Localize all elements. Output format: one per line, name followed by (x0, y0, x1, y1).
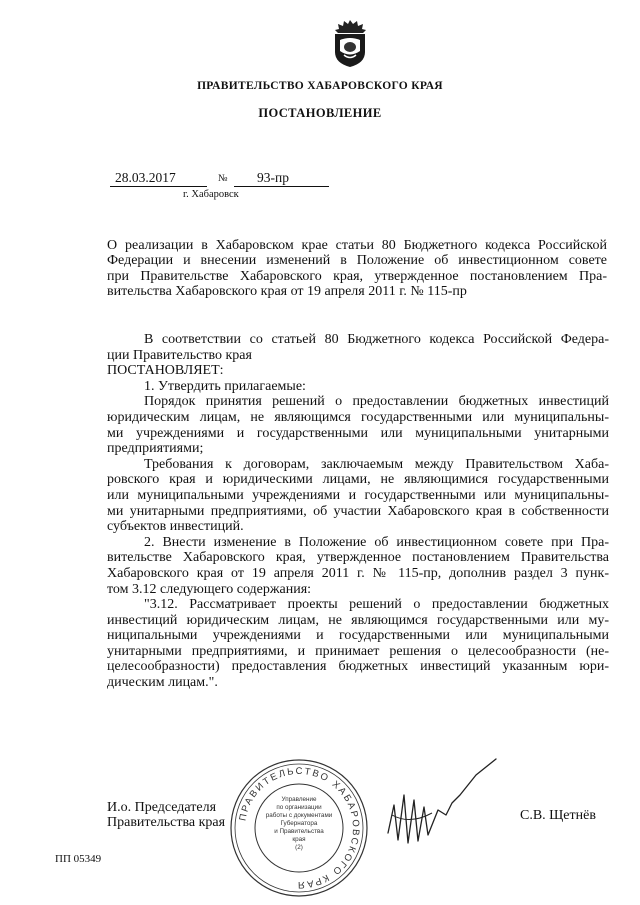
subject-line: О реализации в Хабаровском крае статьи 80 Бюджетного кодекса Российской (107, 238, 607, 253)
seal-center-line: по организации (276, 804, 322, 811)
body-line: ниципальными учреждениями и государственными или муниципальными (107, 628, 609, 644)
body-line: вительстве Хабаровского края, утвержденное постановлением Правительства (107, 550, 609, 566)
coat-of-arms-emblem (330, 18, 370, 68)
body-line: целесообразности) предоставления бюджетных инвестиций указанным юри- (107, 659, 609, 675)
seal-ring-text: ПРАВИТЕЛЬСТВО ХАБАРОВСКОГО КРАЯ (237, 765, 362, 891)
body-line: ровского края и юридическими лицами, не являющимися государственными (107, 472, 609, 488)
body-line: ПОСТАНОВЛЯЕТ: (107, 363, 224, 379)
body-line: или муниципальными учреждениями и государственными или муниципальны- (107, 487, 609, 503)
document-date: 28.03.2017 (115, 170, 176, 185)
body-line: "3.12. Рассматривает проекты решений о предоставлении бюджетных (144, 597, 609, 613)
subject-line: при Правительстве Хабаровского края, утвержденное постановлением Пра- (107, 268, 607, 284)
document-code: ПП 05349 (55, 853, 102, 865)
body-line: Хабаровского края от 19 апреля 2011 г. № 115-пр, дополнив раздел 3 пунк- (107, 565, 609, 581)
handwritten-signature (380, 755, 500, 855)
body-line: инвестиций юридическим лицам, не являющимся государственными или му- (107, 612, 609, 628)
official-seal (228, 757, 370, 899)
government-title: ПРАВИТЕЛЬСТВО ХАБАРОВСКОГО КРАЯ (197, 80, 443, 92)
seal-center-line: Губернатора (280, 820, 318, 827)
body-line: юридическим лицам, не являющимся государственными или муниципальны- (107, 409, 609, 425)
body-line: унитарными предприятиями, и принимает решения о целесообразности (не- (107, 643, 609, 659)
seal-center-line: работы с документами (265, 812, 333, 819)
signer-position-line2: Правительства края (107, 815, 226, 830)
number-sign: № (218, 173, 228, 184)
body-line: Порядок принятия решений о предоставлении бюджетных инвестиций (144, 394, 609, 410)
document-city: г. Хабаровск (183, 189, 239, 200)
document-body (107, 332, 609, 691)
signer-position-line1: И.о. Председателя (107, 800, 217, 815)
number-underline (234, 186, 329, 187)
document-subject (107, 238, 607, 299)
body-line: ции Правительство края (107, 347, 252, 363)
seal-center-line: и Правительства (274, 828, 324, 835)
subject-line: Федерации и внесении изменений в Положение об инвестиционном совете (107, 253, 607, 269)
body-line: дическим лицам.". (107, 675, 218, 691)
body-line: 2. Внести изменение в Положение об инвестиционном совете при Пра- (144, 534, 609, 550)
seal-center-line: Управление (281, 796, 317, 803)
date-underline (110, 186, 207, 187)
document-type: ПОСТАНОВЛЕНИЕ (258, 106, 382, 120)
seal-center-line: края (292, 836, 306, 843)
body-line: том 3.12 следующего содержания: (107, 581, 312, 597)
document-number: 93-пр (257, 170, 289, 185)
signer-name: С.В. Щетнёв (520, 808, 596, 823)
body-line: ми учреждениями и государственными или муниципальными унитарными (107, 425, 609, 441)
subject-line: вительства Хабаровского края от 19 апреля 2011 г. № 115-пр (107, 283, 467, 299)
body-line: В соответствии со статьей 80 Бюджетного кодекса Российской Федера- (144, 332, 609, 347)
body-line: Требования к договорам, заключаемым между Правительством Хаба- (144, 456, 609, 472)
body-line: 1. Утвердить прилагаемые: (144, 378, 306, 394)
body-line: ми унитарными предприятиями, об участии Хабаровского края в собственности (107, 503, 609, 519)
body-line: субъектов инвестиций. (107, 519, 244, 535)
seal-center-line: (2) (295, 844, 303, 851)
body-line: предприятиями; (107, 441, 204, 457)
